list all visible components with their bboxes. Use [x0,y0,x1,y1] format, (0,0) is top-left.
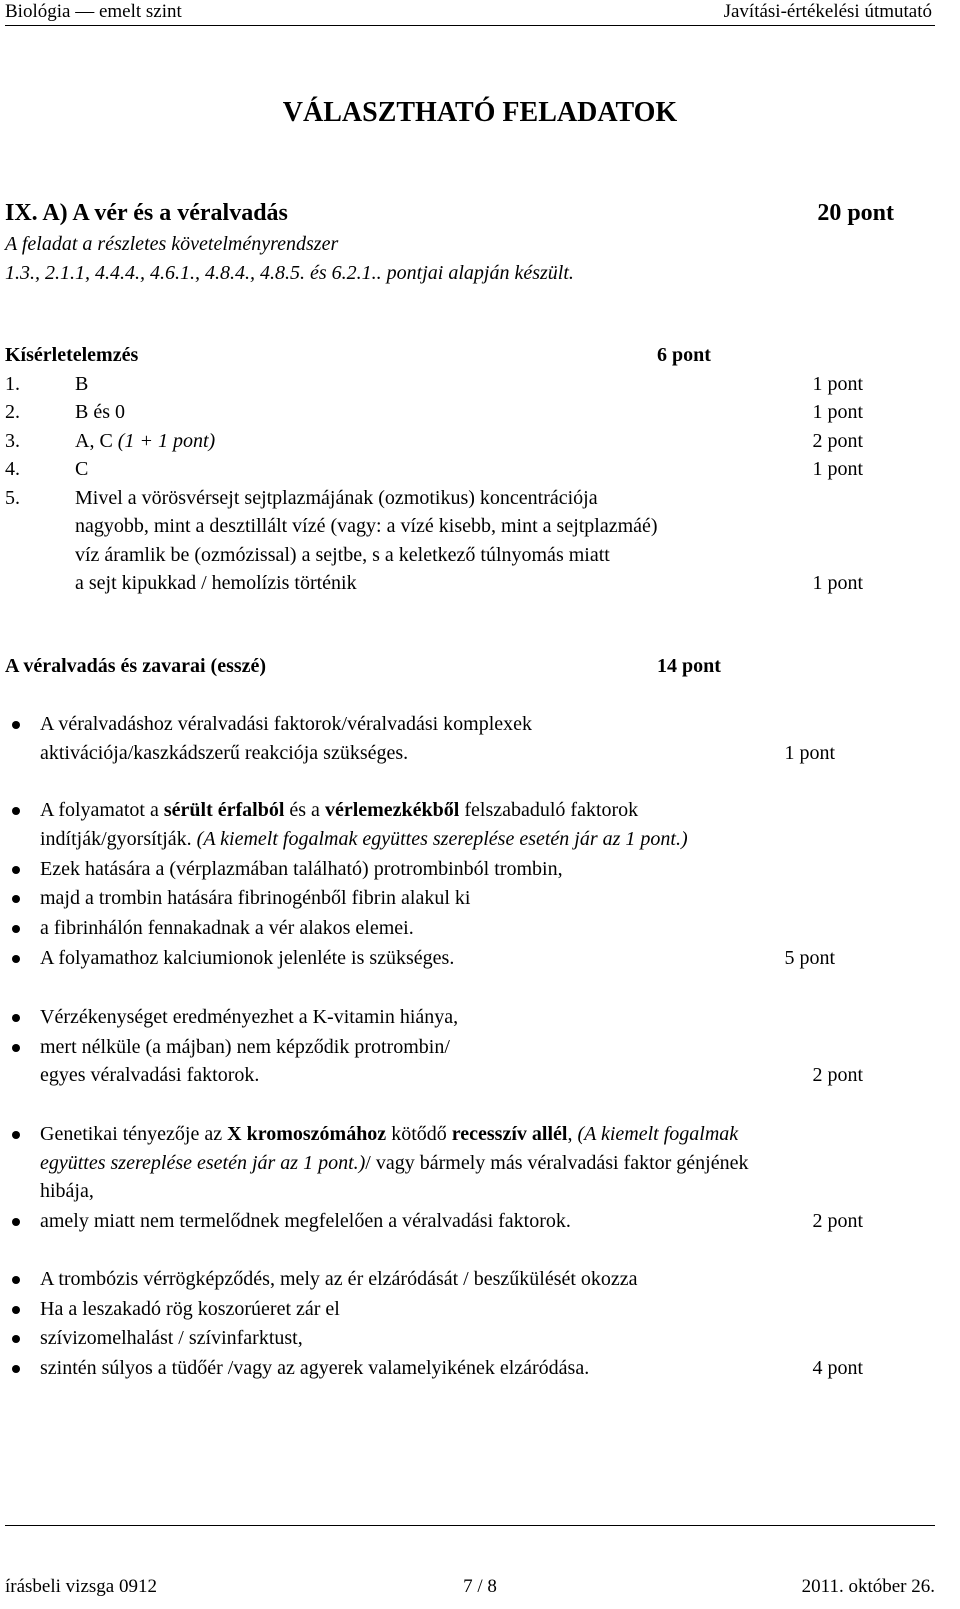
page-number: 7 / 8 [463,1576,497,1597]
essay-text: indítják/gyorsítják. (A kiemelt fogalmak együttes szereplése esetén jár az 1 pont.) [40,828,688,850]
experiment-title: Kísérletelemzés [5,344,139,366]
essay-text: szintén súlyos a tüdőér /vagy az agyerek valamelyikének elzáródása. [40,1357,590,1379]
key-term: sérült érfalból [163,799,285,821]
key-term: vérlemezkékből [324,799,460,821]
answer-number: 5. [5,487,20,509]
essay-text: hibája, [40,1180,94,1202]
scoring-note: (A kiemelt fogalmak együttes szereplése esetén jár az 1 pont.) [196,828,688,850]
essay-text: A folyamathoz kalciumionok jelenléte is szükséges. [40,947,455,969]
essay-text: Vérzékenységet eredményezhet a K-vitamin hiánya, [40,1006,459,1028]
key-term: recesszív allél [451,1123,568,1145]
answer-number: 3. [5,430,20,452]
scoring-note: (A kiemelt fogalmak [577,1123,739,1145]
essay-text: szívizomelhalást / szívinfarktust, [40,1327,303,1349]
page-title: VÁLASZTHATÓ FELADATOK [282,97,678,128]
answer-number: 2. [5,401,20,423]
answer-line: nagyobb, mint a desztillált vízé (vagy: a vízé kisebb, mint a sejtplazmáé) [75,515,658,537]
answer-points: 1 pont [812,401,863,423]
essay-item-points: 2 pont [812,1210,863,1232]
answer-line: a sejt kipukkad / hemolízis történik [75,572,357,594]
answer-note: (1 + 1 pont) [117,430,216,452]
task-basis-line2: 1.3., 2.1.1, 4.4.4., 4.6.1., 4.8.4., 4.8.5. és 6.2.1.. pontjai alapján készült. [5,262,574,284]
essay-item-points: 4 pont [812,1357,863,1379]
key-term: X kromoszómához [227,1123,387,1145]
answer-line: Mivel a vörösvérsejt sejtplazmájának (ozmotikus) koncentrációja [75,487,598,509]
essay-text: A trombózis vérrögképződés, mely az ér elzáródását / beszűkülését okozza [40,1268,638,1290]
answer-number: 1. [5,373,20,395]
answer-points: 1 pont [812,458,863,480]
essay-text: egyes véralvadási faktorok. [40,1064,260,1086]
answer-number: 4. [5,458,20,480]
essay-title: A véralvadás és zavarai (esszé) [5,655,267,677]
essay-text: Ha a leszakadó rög koszorúeret zár el [40,1298,340,1320]
essay-text: együttes szereplése esetén jár az 1 pont.)/ vagy bármely más véralvadási faktor génjének [40,1152,749,1174]
answer-points: 2 pont [812,430,863,452]
header-left: Biológia — emelt szint [5,1,182,22]
task-basis-line1: A feladat a részletes követelményrendszer [5,233,339,255]
essay-text: aktivációja/kaszkádszerű reakciója szükséges. [40,742,409,764]
answer-points: 1 pont [812,572,863,594]
answer-text: A, C (1 + 1 pont) [75,430,216,452]
essay-text: amely miatt nem termelődnek megfelelően a véralvadási faktorok. [40,1210,571,1232]
essay-text: mert nélküle (a májban) nem képződik protrombin/ [40,1036,450,1058]
essay-item-points: 2 pont [812,1064,863,1086]
essay-text: Genetikai tényezője az X kromoszómához kötődő recesszív allél, (A kiemelt fogalmak [40,1123,739,1145]
essay-text: A véralvadáshoz véralvadási faktorok/véralvadási komplexek [40,713,533,735]
essay-item-points: 1 pont [784,742,835,764]
footer-left: írásbeli vizsga 0912 [5,1576,157,1597]
footer-right: 2011. október 26. [801,1576,935,1597]
answer-points: 1 pont [812,373,863,395]
essay-text: majd a trombin hatására fibrinogénből fibrin alakul ki [40,887,471,909]
scoring-note: együttes szereplése esetén jár az 1 pont.) [40,1152,366,1174]
essay-item-points: 5 pont [784,947,835,969]
answer-line: víz áramlik be (ozmózissal) a sejtbe, s a keletkező túlnyomás miatt [75,544,610,566]
experiment-points: 6 pont [657,344,711,366]
header-rule [5,25,935,26]
answer-text: C [75,458,89,480]
task-heading: IX. A) A vér és a véralvadás [5,200,288,226]
answer-text: B [75,373,89,395]
essay-text: Ezek hatására a (vérplazmában található) protrombinból trombin, [40,858,563,880]
essay-points: 14 pont [657,655,721,677]
task-points: 20 pont [817,200,894,226]
header-right: Javítási-értékelési útmutató [723,1,932,22]
essay-text: a fibrinhálón fennakadnak a vér alakos elemei. [40,917,414,939]
essay-text: A folyamatot a sérült érfalból és a vérlemezkékből felszabaduló faktorok [40,799,639,821]
answer-text: B és 0 [75,401,125,423]
footer-rule [5,1525,935,1526]
